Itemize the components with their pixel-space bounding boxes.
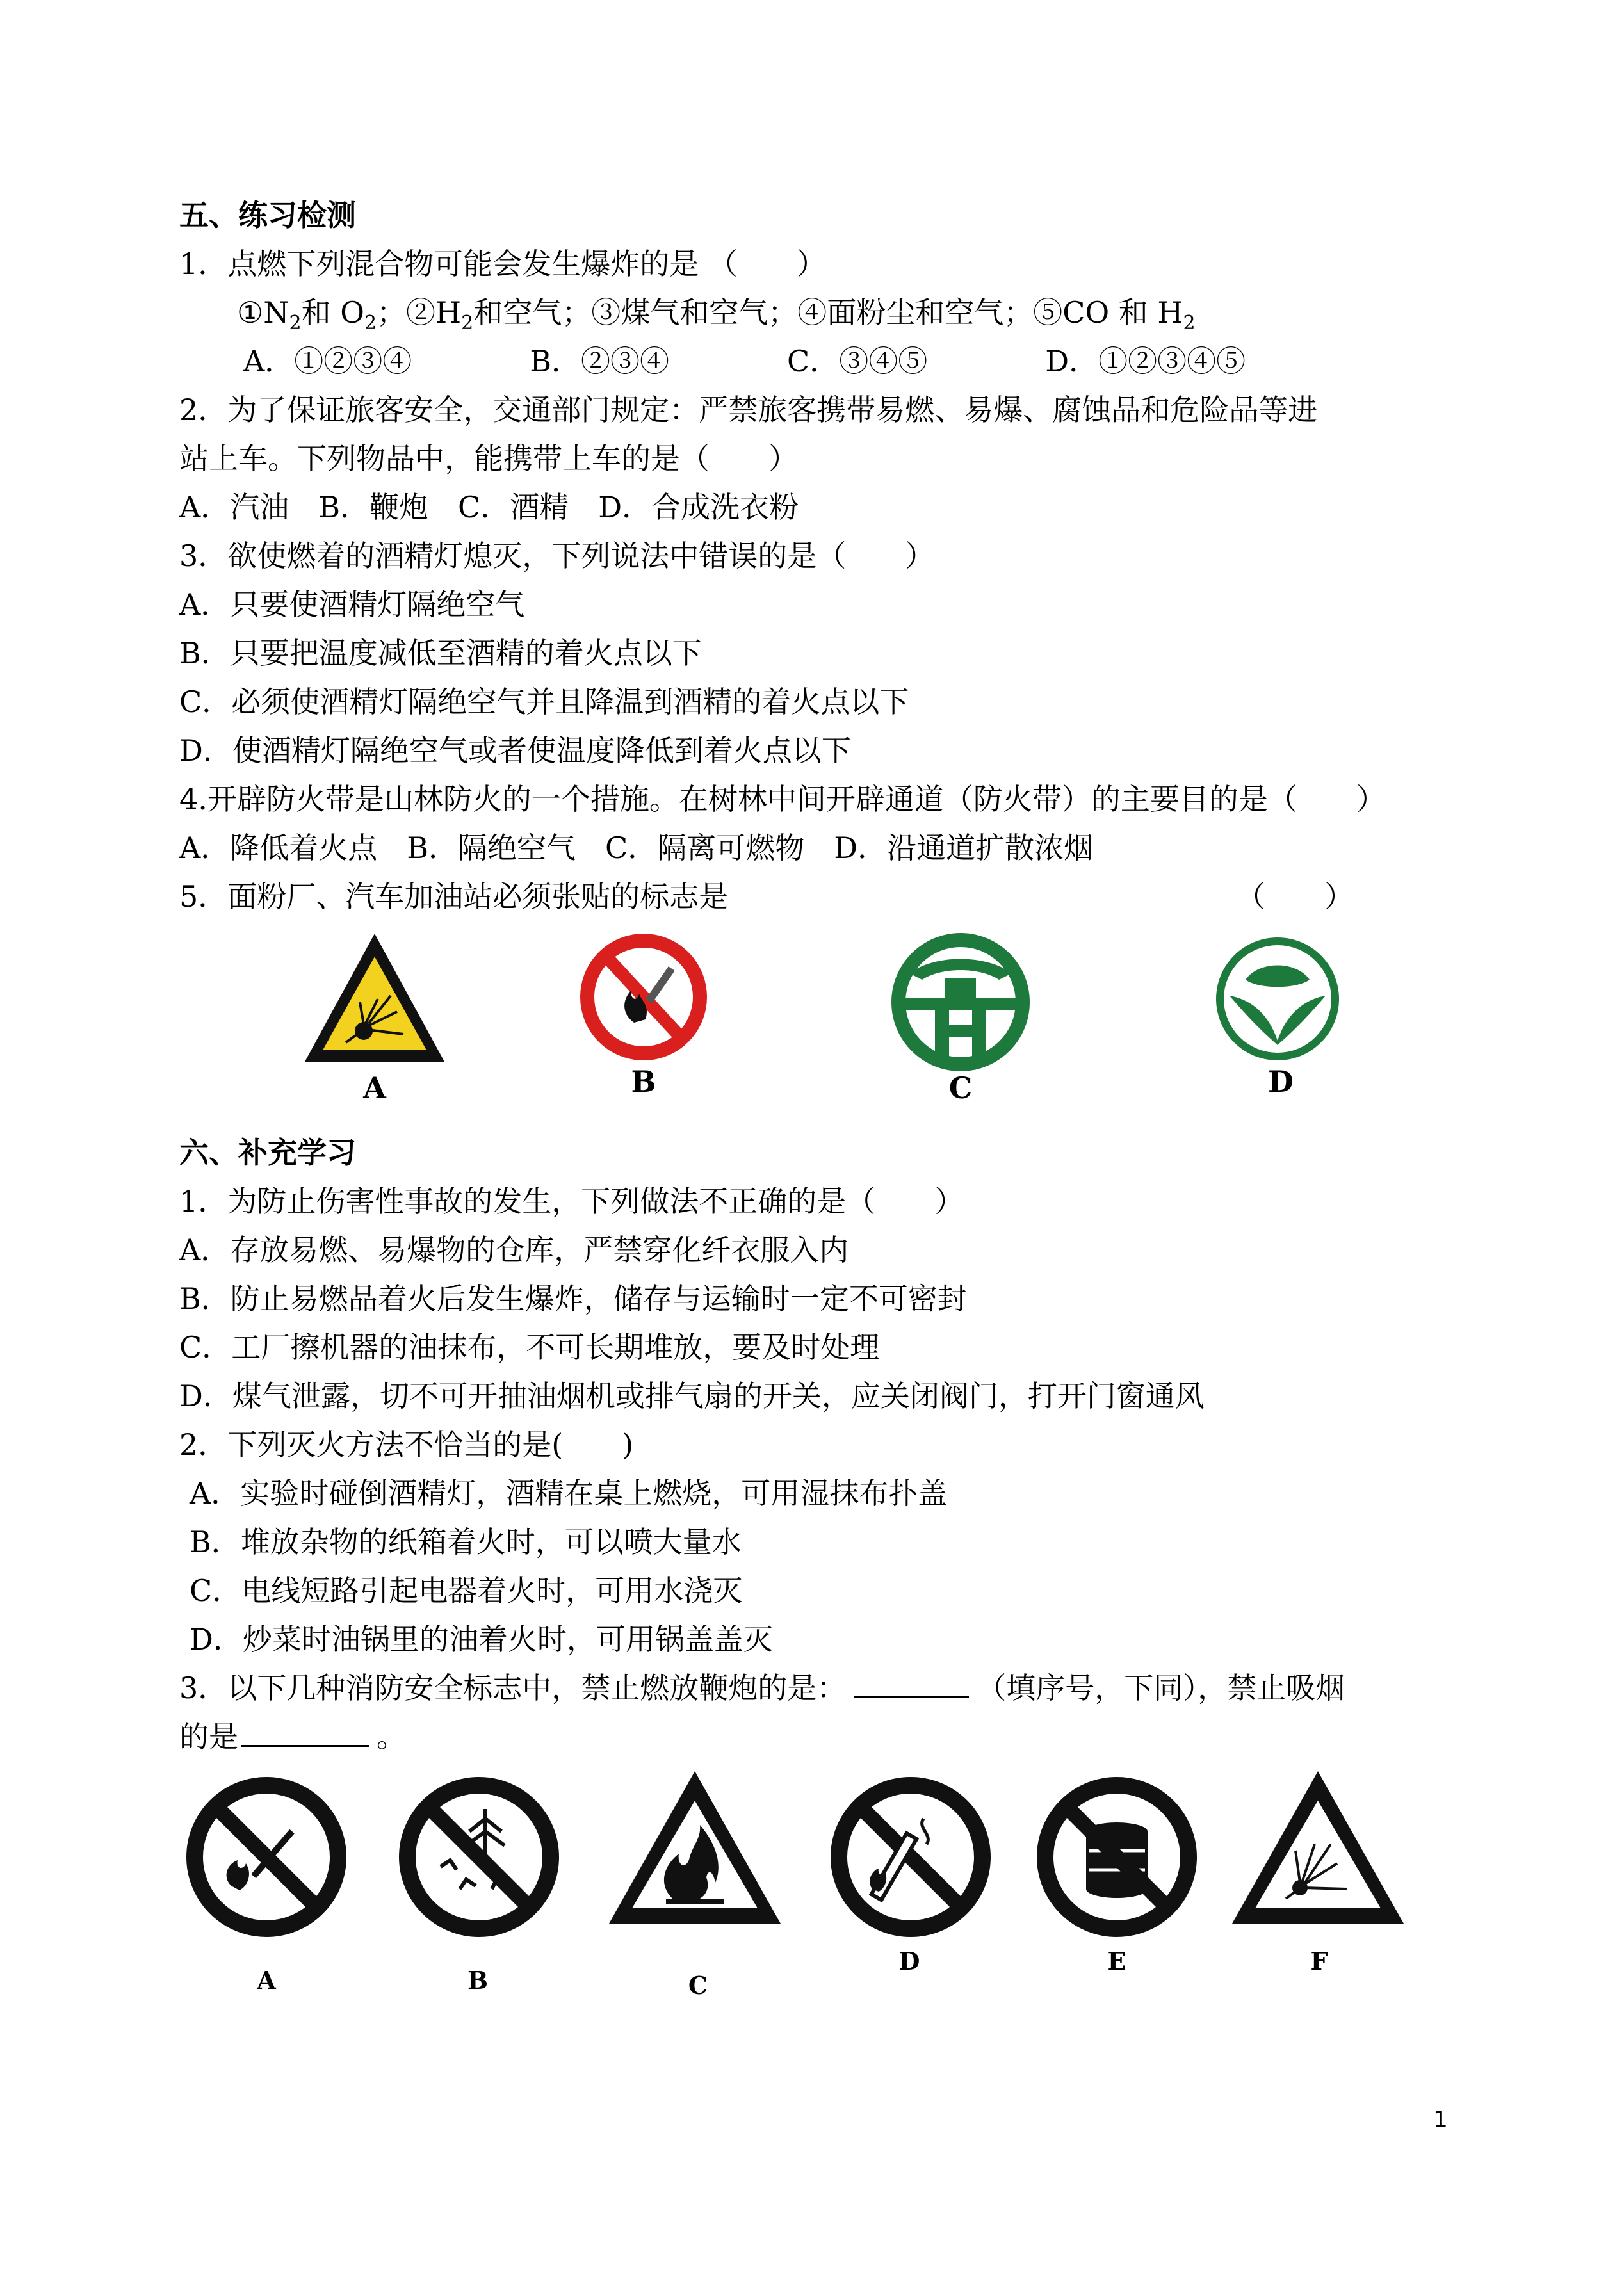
q4-stem: 4.开辟防火带是山林防火的一个措施。在树林中间开辟通道（防火带）的主要目的是（ ） [179,782,1386,816]
q3-option-c: C．必须使酒精灯隔绝空气并且降温到酒精的着火点以下 [179,685,909,719]
no-fire-sign [570,930,717,1064]
s6-q1-option-b: B．防止易燃品着火后发生爆炸，储存与运输时一定不可密封 [179,1281,967,1316]
s6-q2-stem: 2．下列灭火方法不恰当的是( ) [179,1427,634,1462]
q3-option-b: B．只要把温度减低至酒精的着火点以下 [179,636,702,670]
q3-label-b: B [467,1966,489,1995]
s6-q1-option-d: D．煤气泄露，切不可开抽油烟机或排气扇的开关，应关闭阀门，打开门窗通风 [179,1379,1205,1413]
q5-label-a: A [363,1071,386,1105]
s6-q2-option-a: A．实验时碰倒酒精灯，酒精在桌上燃烧，可用湿抹布扑盖 [190,1476,948,1511]
q5-label-d: D [1268,1064,1294,1099]
q3-option-a: A．只要使酒精灯隔绝空气 [179,587,525,622]
q2-stem-line1: 2．为了保证旅客安全，交通部门规定：严禁旅客携带易燃、易爆、腐蚀品和危险品等进 [179,393,1318,427]
explosive-warning-sign-f [1228,1767,1408,1927]
green-circle-emblem-d [1210,935,1345,1063]
green-circle-emblem-c [884,929,1037,1076]
q1-mixtures: $①N_2$和 $O_2$；$②H_2$和空气；③煤气和空气；④面粉尘和空气；⑤CO 和 $H_2$ [237,295,1196,335]
q3-label-d: D [898,1947,920,1975]
q3-label-c: C [688,1971,708,2000]
s6-q1-option-c: C．工厂擦机器的油抹布，不可长期堆放，要及时处理 [179,1330,880,1365]
q3-label-e: E [1107,1947,1126,1975]
s6-q1-stem: 1．为防止伤害性事故的发生，下列做法不正确的是（ ） [179,1184,964,1219]
no-burning-forest-sign [396,1774,562,1940]
firecracker-answer-blank[interactable] [854,1667,969,1698]
q5-label-c: C [948,1071,973,1105]
explosive-warning-sign [301,929,448,1069]
no-smoking-sign [827,1774,994,1940]
s6-q2-option-b: B．堆放杂物的纸箱着火时，可以喷大量水 [190,1525,742,1559]
flammable-warning-sign [605,1767,784,1927]
q2-stem-line2: 站上车。下列物品中，能携带上车的是（ ） [179,441,798,476]
q2-options: A．汽油 B．鞭炮 C．酒精 D．合成洗衣粉 [179,490,799,524]
no-fireworks-sign [183,1774,350,1940]
q5-answer-paren: （ ） [1236,879,1354,914]
q1-stem: 1．点燃下列混合物可能会发生爆炸的是 （ ） [179,247,826,281]
s6-q3-stem-line1: 3．以下几种消防安全标志中，禁止燃放鞭炮的是： （填序号，下同），禁止吸烟 [179,1664,1345,1712]
s6-q3-stem-line2: 的是 。 [179,1712,406,1761]
q3-label-f: F [1310,1947,1328,1975]
q1-options: A．①②③④ B．②③④ C．③④⑤ D．①②③④⑤ [243,344,1246,378]
q5-stem: 5．面粉厂、汽车加油站必须张贴的标志是 [179,879,729,914]
s6-q1-option-a: A．存放易燃、易爆物的仓库，严禁穿化纤衣服入内 [179,1233,849,1267]
no-flammables-sign [1034,1774,1200,1940]
s6-q2-option-c: C．电线短路引起电器着火时，可用水浇灭 [190,1573,743,1608]
q5-label-b: B [631,1064,656,1099]
q3-label-a: A [257,1966,276,1995]
q4-options: A．降低着火点 B．隔绝空气 C．隔离可燃物 D．沿通道扩散浓烟 [179,831,1094,865]
page-number: 1 [1433,2107,1448,2133]
smoking-answer-blank[interactable] [241,1715,369,1747]
q3-option-d: D．使酒精灯隔绝空气或者使温度降低到着火点以下 [179,733,851,768]
s6-q2-option-d: D．炒菜时油锅里的油着火时，可用锅盖盖灭 [190,1622,773,1657]
section5-title: 五、练习检测 [179,198,356,232]
q3-stem: 3．欲使燃着的酒精灯熄灭，下列说法中错误的是（ ） [179,539,935,573]
section6-title: 六、补充学习 [179,1135,356,1170]
